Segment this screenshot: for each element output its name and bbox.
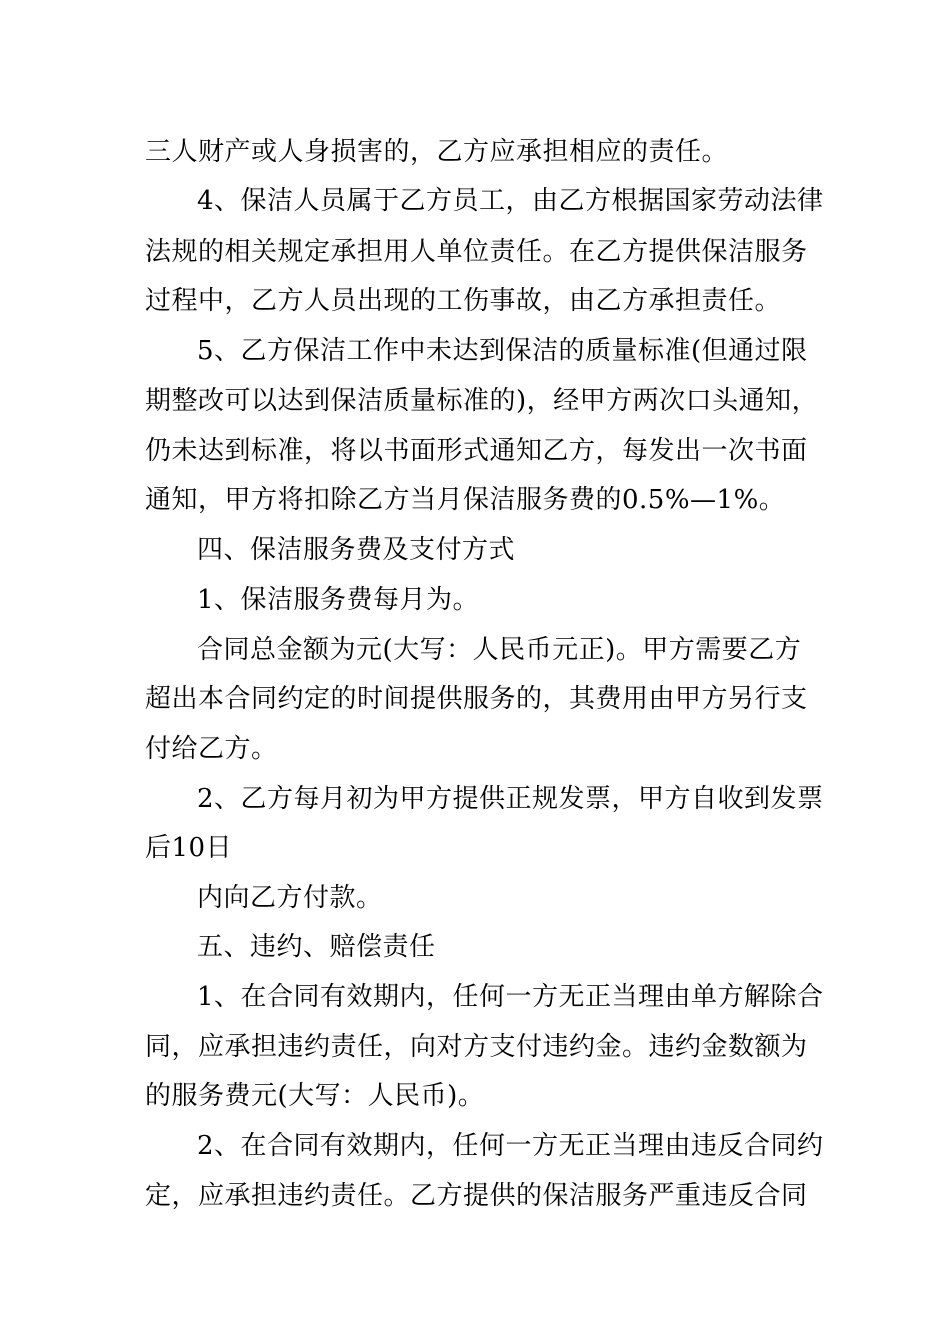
text-line: 4、保洁人员属于乙方员工，由乙方根据国家劳动法律 xyxy=(197,186,824,216)
text-line: 合同总金额为元(大写：人民币元正)。甲方需要乙方 xyxy=(197,635,802,665)
text-line: 定，应承担违约责任。乙方提供的保洁服务严重违反合同 xyxy=(145,1181,808,1211)
text-line: 1、在合同有效期内，任何一方无正当理由单方解除合 xyxy=(197,982,824,1012)
text-line: 法规的相关规定承担用人单位责任。在乙方提供保洁服务 xyxy=(145,237,808,267)
section-heading: 五、违约、赔偿责任 xyxy=(197,932,436,962)
section-heading: 四、保洁服务费及支付方式 xyxy=(197,535,516,565)
text-line: 同，应承担违约责任，向对方支付违约金。违约金数额为 xyxy=(145,1032,808,1062)
text-line: 通知，甲方将扣除乙方当月保洁服务费的0.5%—1%。 xyxy=(145,485,786,515)
text-line: 过程中，乙方人员出现的工伤事故，由乙方承担责任。 xyxy=(145,286,782,316)
text-line: 后10日 xyxy=(145,833,233,863)
text-line: 2、乙方每月初为甲方提供正规发票，甲方自收到发票 xyxy=(197,784,824,814)
text-line: 2、在合同有效期内，任何一方无正当理由违反合同约 xyxy=(197,1131,824,1161)
text-line: 三人财产或人身损害的，乙方应承担相应的责任。 xyxy=(145,137,729,167)
text-line: 期整改可以达到保洁质量标准的)，经甲方两次口头通知， xyxy=(145,386,819,416)
text-line: 超出本合同约定的时间提供服务的，其费用由甲方另行支 xyxy=(145,684,808,714)
text-line: 5、乙方保洁工作中未达到保洁的质量标准(但通过限 xyxy=(197,336,808,366)
text-line: 仍未达到标准，将以书面形式通知乙方，每发出一次书面 xyxy=(145,436,808,466)
text-line: 付给乙方。 xyxy=(145,734,278,764)
text-line: 的服务费元(大写：人民币)。 xyxy=(145,1081,485,1111)
text-line: 1、保洁服务费每月为。 xyxy=(197,585,480,615)
text-line: 内向乙方付款。 xyxy=(197,883,383,913)
